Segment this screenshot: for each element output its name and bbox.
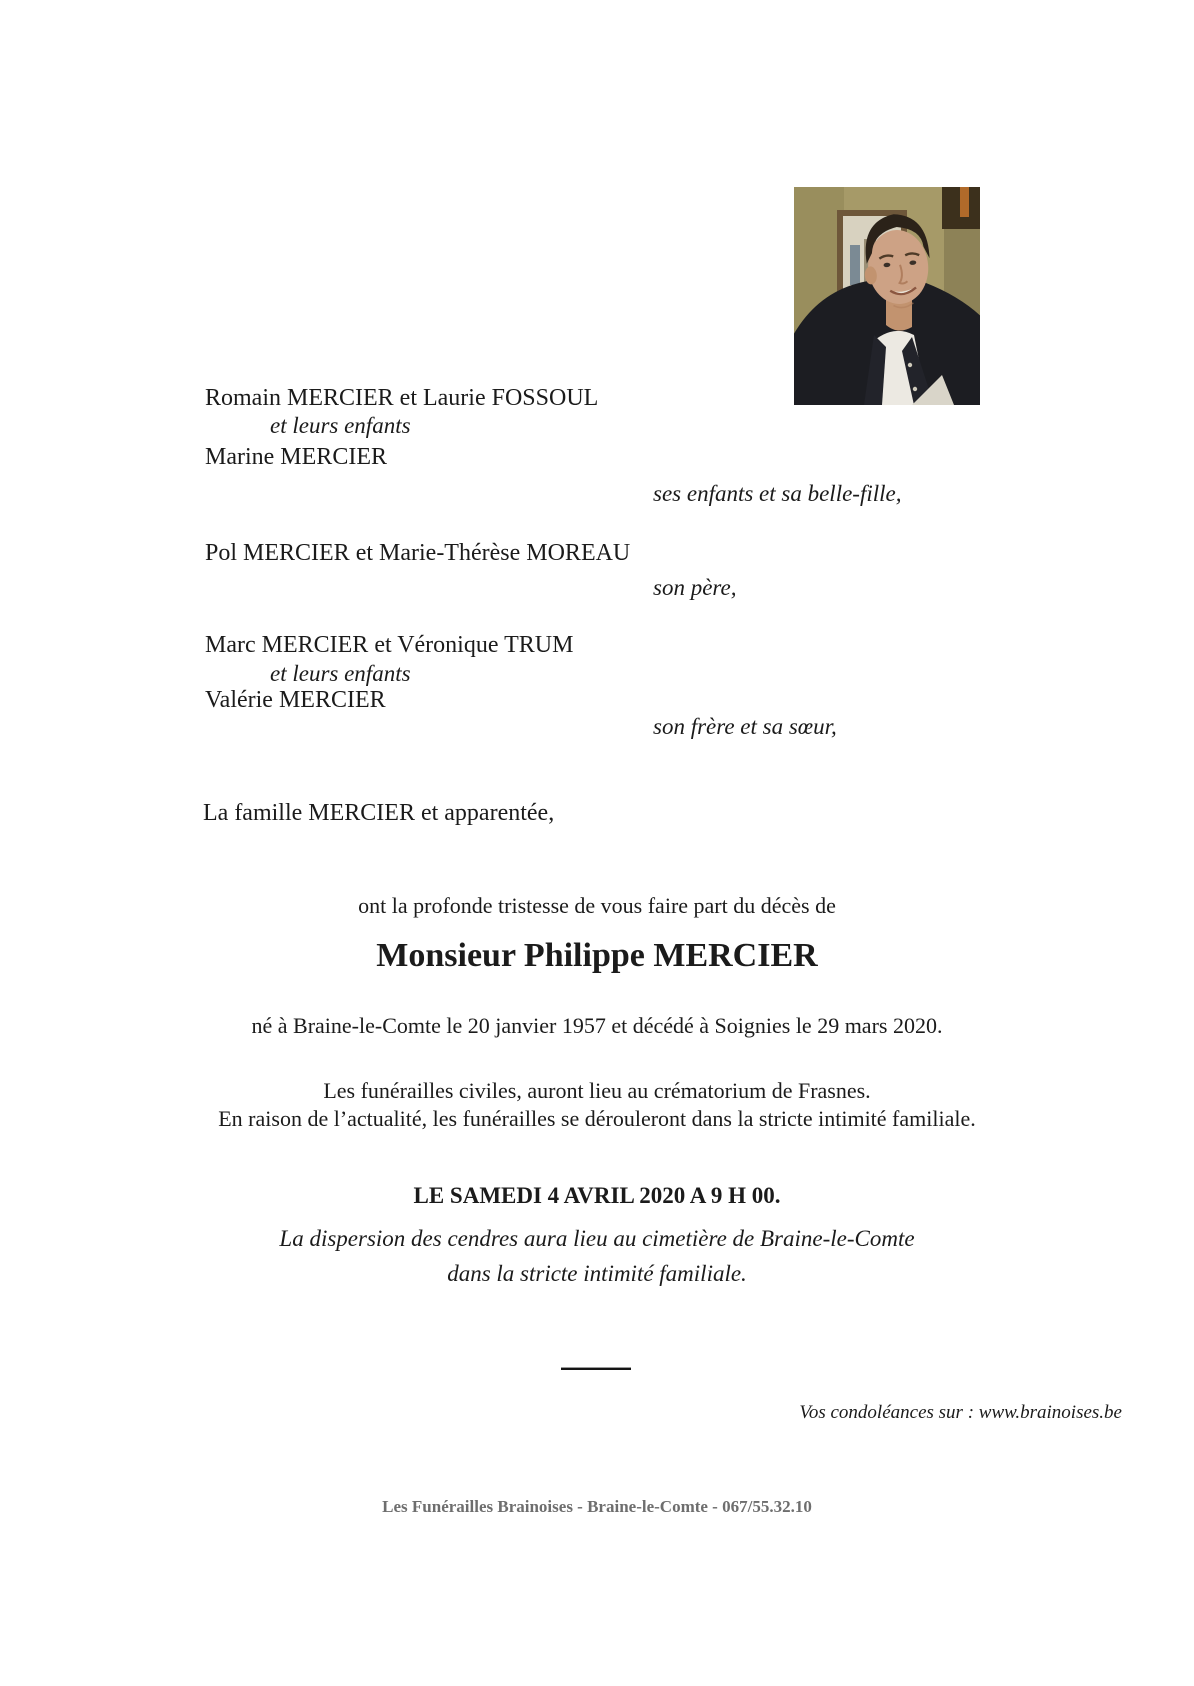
announcement-intro: ont la profonde tristesse de vous faire part du décès de (358, 893, 836, 918)
family-line-extended-family: La famille MERCIER et apparentée, (203, 800, 555, 826)
family-children-label-1: et leurs enfants (270, 413, 411, 438)
portrait-photo (794, 187, 980, 405)
ashes-dispersion-line-2: dans la stricte intimité familiale. (447, 1261, 747, 1286)
family-line-valerie: Valérie MERCIER (205, 687, 386, 713)
relation-brother-sister: son frère et sa sœur, (653, 714, 837, 739)
funeral-info-line-1: Les funérailles civiles, auront lieu au crématorium de Frasnes. (323, 1078, 871, 1103)
relation-children-daughter-in-law: ses enfants et sa belle-fille, (653, 481, 902, 506)
family-line-pol-marie-therese: Pol MERCIER et Marie-Thérèse MOREAU (205, 540, 631, 566)
deceased-name-title: Monsieur Philippe MERCIER (376, 937, 818, 974)
relation-father: son père, (653, 575, 737, 600)
ceremony-datetime: LE SAMEDI 4 AVRIL 2020 A 9 H 00. (413, 1183, 781, 1208)
life-dates-line: né à Braine-le-Comte le 20 janvier 1957 et décédé à Soignies le 29 mars 2020. (251, 1013, 943, 1038)
footer-funeral-home: Les Funérailles Brainoises - Braine-le-Comte - 067/55.32.10 (382, 1497, 812, 1516)
funeral-info-line-2: En raison de l’actualité, les funérailles se dérouleront dans la stricte intimité familiale. (218, 1106, 976, 1131)
family-line-romain-laurie: Romain MERCIER et Laurie FOSSOUL (205, 385, 599, 411)
ashes-dispersion-line-1: La dispersion des cendres aura lieu au cimetière de Braine-le-Comte (279, 1226, 915, 1251)
family-children-label-2: et leurs enfants (270, 661, 411, 686)
family-line-marc-veronique: Marc MERCIER et Véronique TRUM (205, 632, 574, 658)
section-divider (561, 1367, 631, 1370)
condolences-note: Vos condoléances sur : www.brainoises.be (799, 1402, 1122, 1423)
family-line-marine: Marine MERCIER (205, 444, 387, 470)
